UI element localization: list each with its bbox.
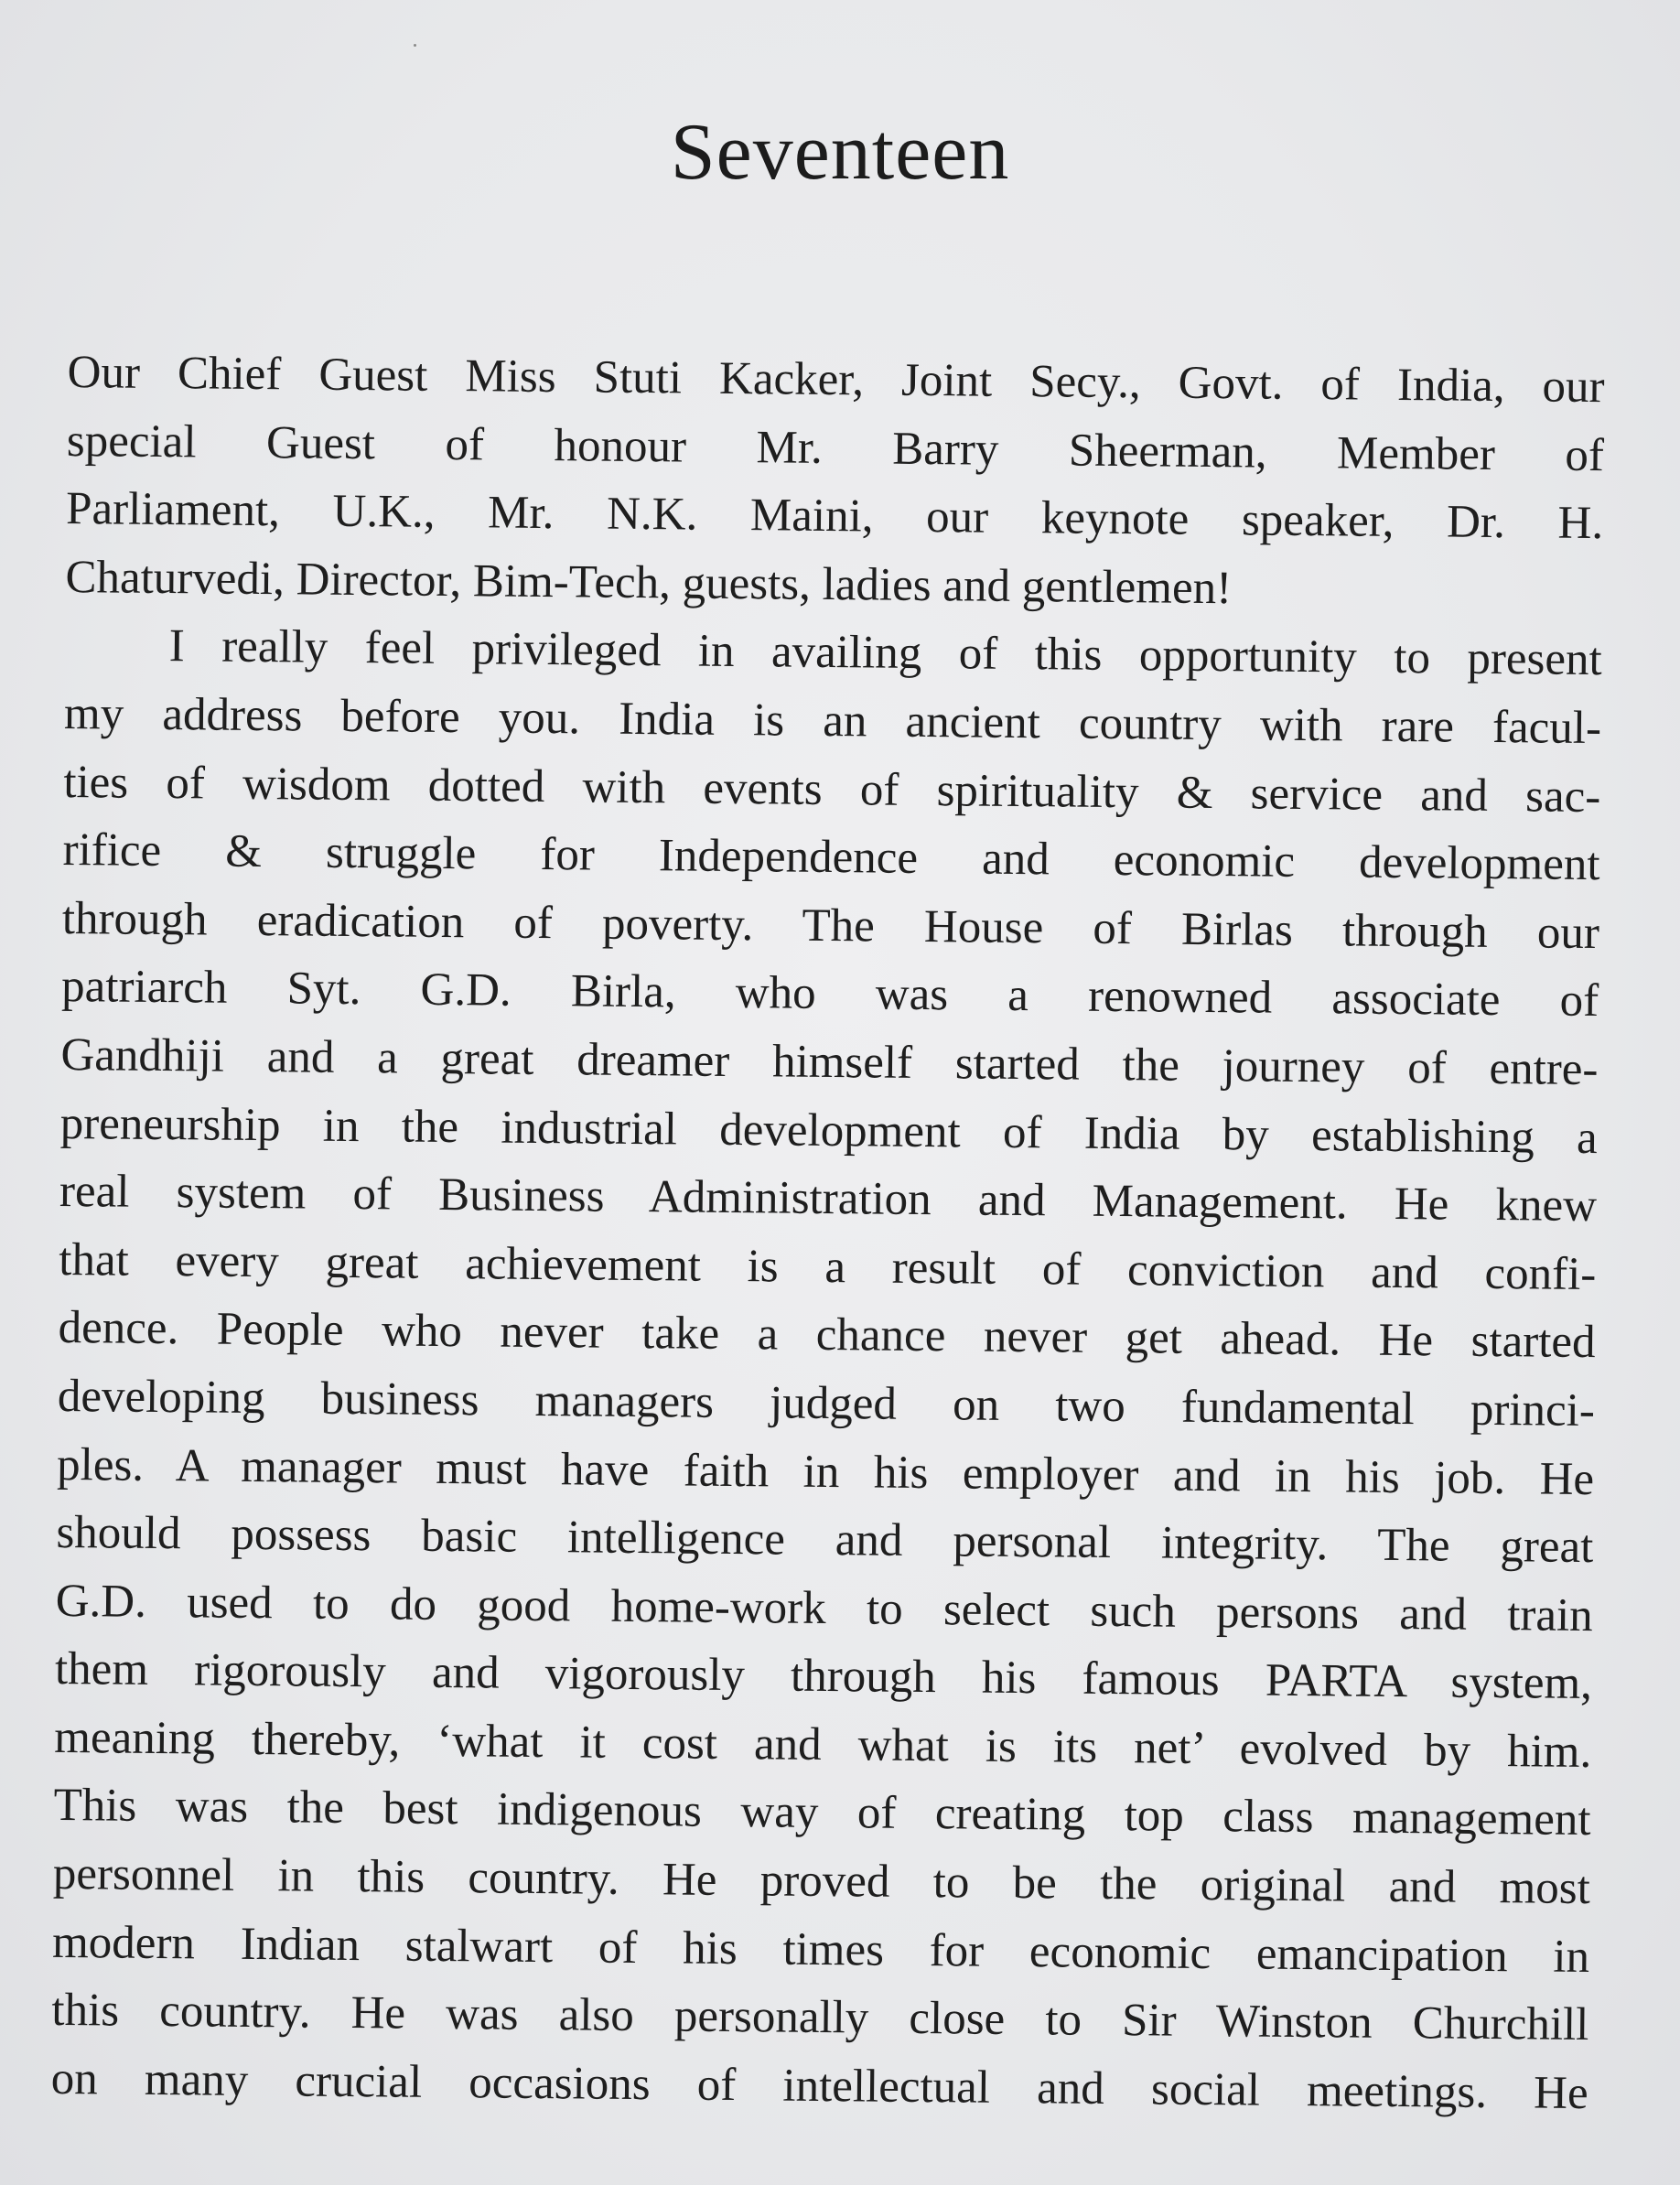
text-line: ples. A manager must have faith in his employer and in his job. He — [56, 1438, 1595, 1505]
text-line: meaning thereby, ‘what it cost and what is its net’ evolved by him. — [54, 1711, 1592, 1778]
text-line: that every great achievement is a result of conviction and confi- — [59, 1233, 1597, 1300]
text-line: this country. He was also personally close to Sir Winston Churchill — [51, 1985, 1589, 2051]
text-line: rifice & struggle for Independence and economic development — [62, 824, 1600, 891]
text-line: through eradication of poverty. The House of Birlas through our — [61, 892, 1600, 959]
text-line: preneurship in the industrial development of India by establishing a — [59, 1097, 1598, 1164]
paragraph-address — [50, 611, 1602, 2127]
text-line: modern Indian stalwart of his times for economic emancipation in — [51, 1916, 1590, 1983]
text-line: developing business managers judged on two fundamental princi- — [57, 1370, 1596, 1437]
text-line: Gandhiji and a great dreamer himself started the journey of entre- — [60, 1028, 1599, 1096]
text-line: Parliament, U.K., Mr. N.K. Maini, our keynote speaker, Dr. H. — [65, 483, 1604, 550]
text-line: Chaturvedi, Director, Bim-Tech, guests, ladies and gentlemen! — [65, 551, 1233, 615]
body-text — [50, 339, 1605, 2127]
text-line: patriarch Syt. G.D. Birla, who was a renowned associate of — [60, 961, 1599, 1028]
text-line: Our Chief Guest Miss Stuti Kacker, Joint Secy., Govt. of India, our — [67, 346, 1605, 414]
text-line: G.D. used to do good home-work to select such persons and train — [55, 1575, 1593, 1641]
text-line: them rigorously and vigorously through his famous PARTA system, — [54, 1643, 1593, 1710]
text-line: personnel in this country. He proved to be the original and most — [52, 1847, 1591, 1915]
text-line: on many crucial occasions of intellectual and social meetings. He — [50, 2052, 1588, 2119]
text-line: ties of wisdom dotted with events of spirituality & service and sac- — [63, 756, 1601, 823]
text-line: This was the best indigenous way of creating top class management — [53, 1780, 1591, 1846]
text-line: dence. People who never take a chance never get ahead. He started — [58, 1302, 1596, 1369]
page-speck — [414, 44, 416, 47]
text-line: my address before you. India is an ancient country with rare facul- — [63, 687, 1602, 755]
paragraph-salutation — [65, 339, 1605, 626]
chapter-heading: Seventeen — [670, 108, 1010, 197]
text-line: real system of Business Administration and Management. He knew — [59, 1166, 1598, 1232]
text-line: special Guest of honour Mr. Barry Sheerman, Member of — [66, 414, 1605, 481]
text-line: should possess basic intelligence and personal integrity. The great — [56, 1507, 1594, 1574]
text-line: I really feel privileged in availing of this opportunity to present — [168, 620, 1602, 686]
